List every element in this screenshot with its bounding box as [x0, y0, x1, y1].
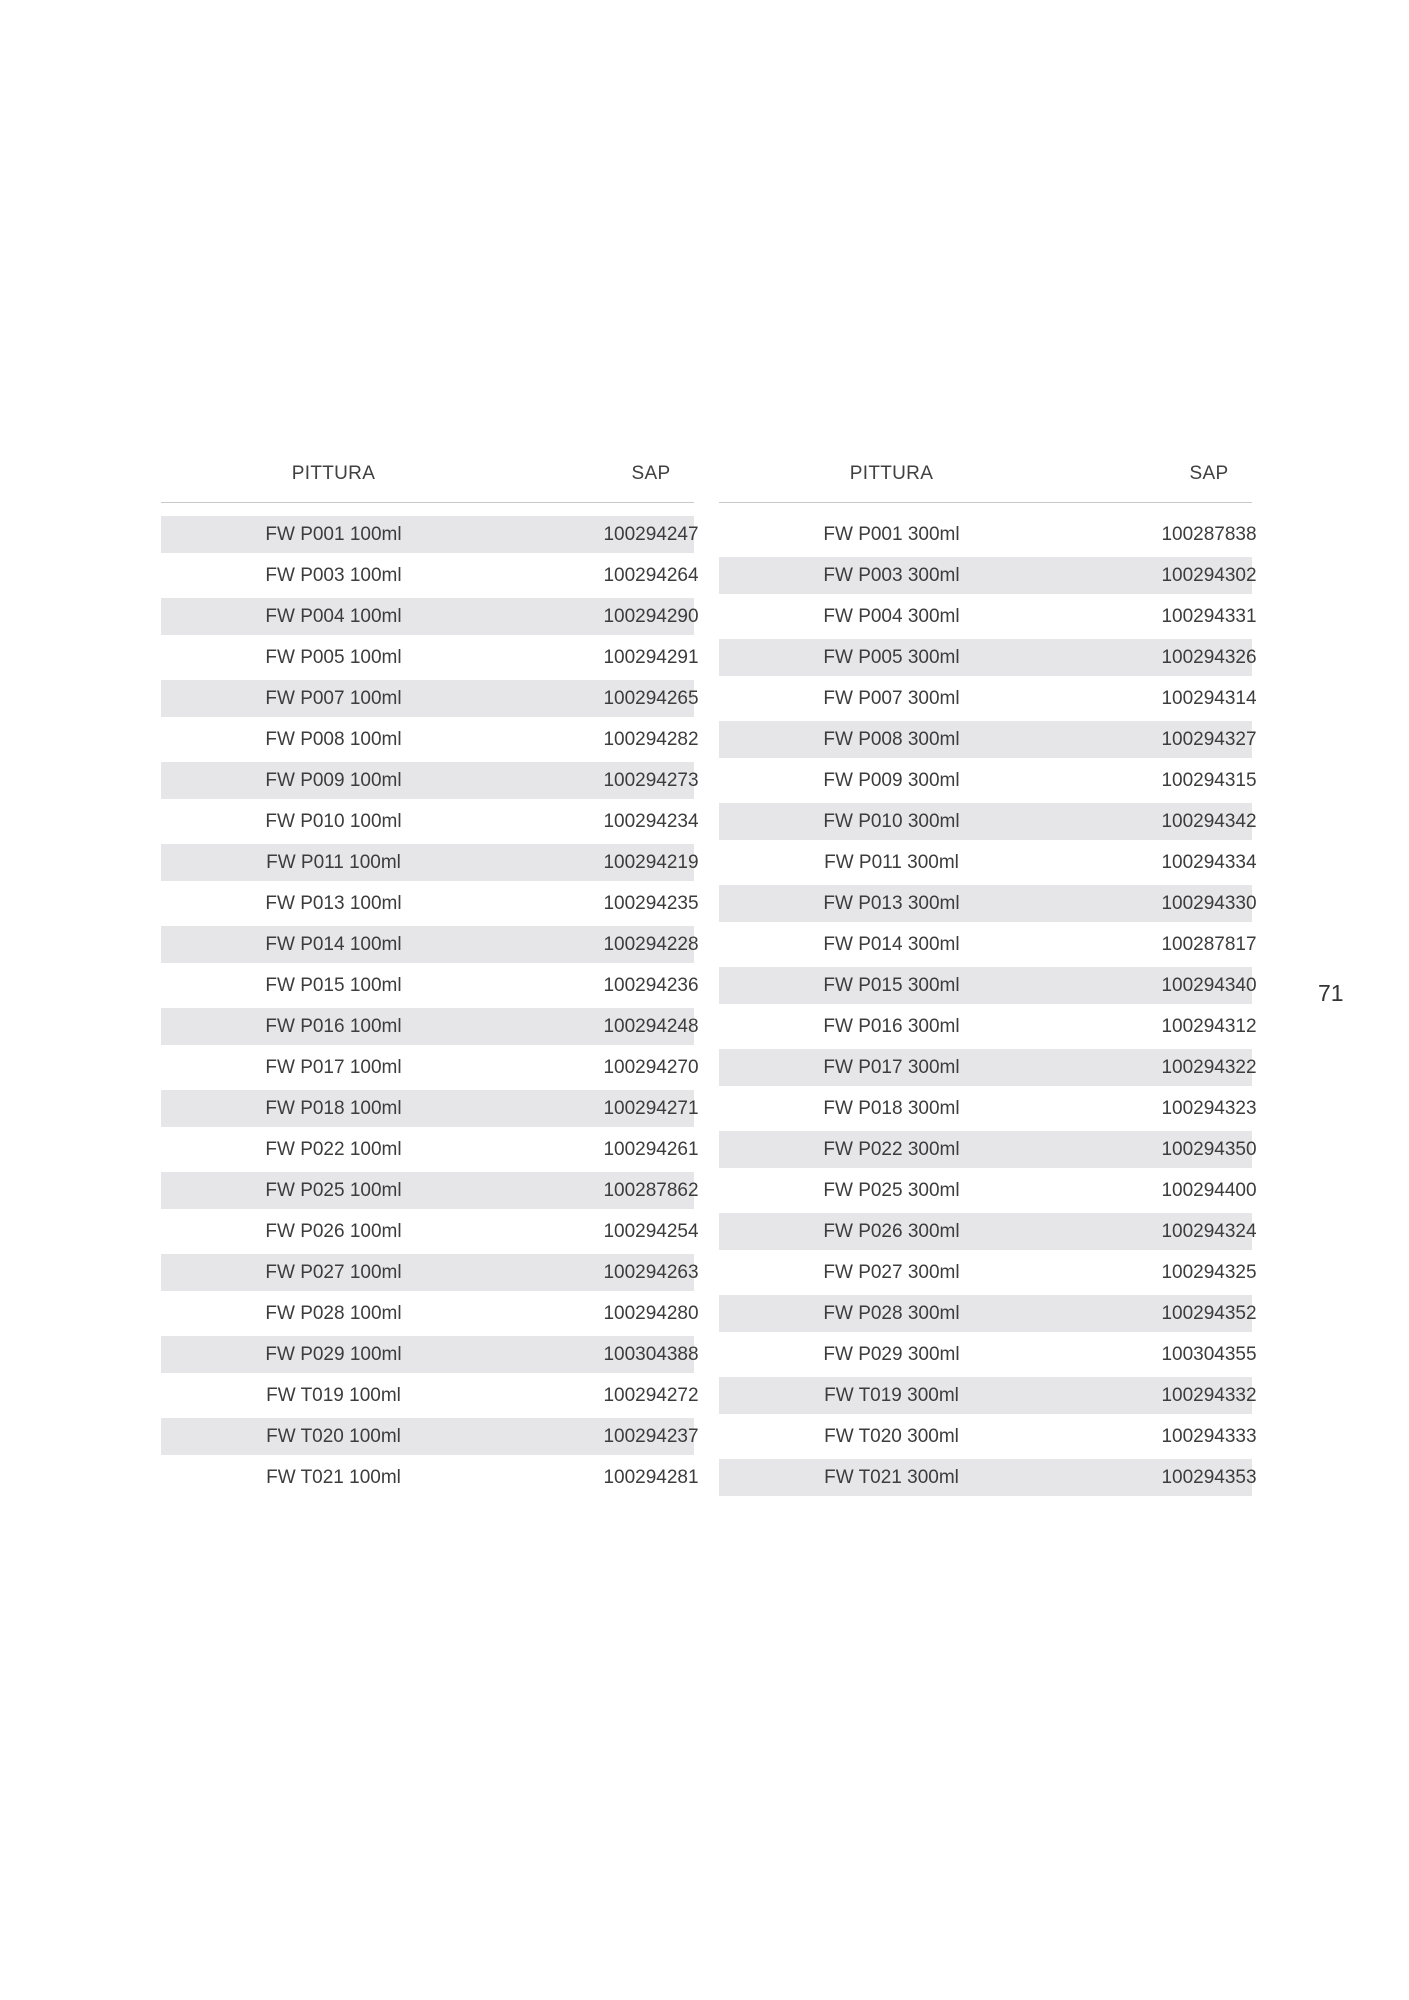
table-row [719, 514, 1257, 555]
table-row [719, 719, 1257, 760]
sap-code: 100294290 [603, 606, 699, 627]
cell-pittura: FW P018 100ml [265, 1098, 402, 1119]
sap-code: 100294325 [1161, 1262, 1257, 1283]
sap-code: 100294334 [1161, 852, 1257, 873]
cell-pittura: FW P027 300ml [823, 1262, 960, 1283]
table-row [719, 678, 1257, 719]
cell-pittura: FW T021 100ml [266, 1467, 401, 1488]
cell-pittura: FW T020 100ml [266, 1426, 401, 1447]
table-row [161, 719, 699, 760]
table-row [161, 1047, 699, 1088]
cell-pittura: FW P001 300ml [823, 524, 960, 545]
table-row [719, 1170, 1257, 1211]
table-row [161, 514, 699, 555]
table-row [719, 1334, 1257, 1375]
cell-pittura: FW P017 300ml [823, 1057, 960, 1078]
table-row [161, 883, 699, 924]
column-header-sap: SAP [1189, 463, 1229, 484]
cell-pittura: FW P005 300ml [823, 647, 960, 668]
table-header [719, 446, 1252, 503]
table-row [719, 637, 1257, 678]
table-row [161, 801, 699, 842]
table-row [161, 1170, 699, 1211]
cell-pittura: FW P005 100ml [265, 647, 402, 668]
table-row [719, 596, 1257, 637]
paint-table-100ml [161, 446, 699, 1498]
paint-table-300ml [719, 446, 1257, 1498]
sap-code: 100287862 [603, 1180, 699, 1201]
sap-code: 100287817 [1161, 934, 1257, 955]
cell-pittura: FW P004 100ml [265, 606, 402, 627]
sap-code: 100294236 [603, 975, 699, 996]
sap-code: 100304388 [603, 1344, 699, 1365]
cell-pittura: FW P022 300ml [823, 1139, 960, 1160]
cell-pittura: FW P010 300ml [823, 811, 960, 832]
table-row [161, 1211, 699, 1252]
table-body [161, 514, 699, 1498]
cell-pittura: FW P014 300ml [823, 934, 960, 955]
table-row [719, 1416, 1257, 1457]
sap-code: 100294324 [1161, 1221, 1257, 1242]
sap-code: 100294315 [1161, 770, 1257, 791]
cell-pittura: FW T019 100ml [266, 1385, 401, 1406]
table-row [161, 760, 699, 801]
sap-code: 100294280 [603, 1303, 699, 1324]
table-row [161, 924, 699, 965]
sap-code: 100294265 [603, 688, 699, 709]
sap-code: 100294273 [603, 770, 699, 791]
sap-code: 100294282 [603, 729, 699, 750]
cell-pittura: FW P013 100ml [265, 893, 402, 914]
table-row [161, 1252, 699, 1293]
table-row [161, 1375, 699, 1416]
table-row [719, 1006, 1257, 1047]
column-header-sap: SAP [631, 463, 671, 484]
cell-pittura: FW P009 300ml [823, 770, 960, 791]
table-row [161, 1457, 699, 1498]
sap-code: 100294330 [1161, 893, 1257, 914]
sap-code: 100294270 [603, 1057, 699, 1078]
cell-pittura: FW P009 100ml [265, 770, 402, 791]
cell-pittura: FW P025 100ml [265, 1180, 402, 1201]
table-row [161, 555, 699, 596]
cell-pittura: FW P016 100ml [265, 1016, 402, 1037]
cell-pittura: FW P026 100ml [265, 1221, 402, 1242]
sap-code: 100294312 [1161, 1016, 1257, 1037]
cell-pittura: FW T021 300ml [824, 1467, 959, 1488]
cell-pittura: FW P004 300ml [823, 606, 960, 627]
cell-pittura: FW P026 300ml [823, 1221, 960, 1242]
cell-pittura: FW P022 100ml [265, 1139, 402, 1160]
table-row [719, 1457, 1257, 1498]
sap-code: 100294332 [1161, 1385, 1257, 1406]
column-header-pittura: PITTURA [849, 463, 934, 484]
sap-code: 100294350 [1161, 1139, 1257, 1160]
sap-code: 100304355 [1161, 1344, 1257, 1365]
sap-code: 100294261 [603, 1139, 699, 1160]
table-row [161, 1293, 699, 1334]
cell-pittura: FW P029 100ml [265, 1344, 402, 1365]
cell-pittura: FW P011 300ml [824, 852, 959, 873]
cell-pittura: FW P025 300ml [823, 1180, 960, 1201]
sap-code: 100294264 [603, 565, 699, 586]
page-number: 71 [1318, 980, 1344, 1006]
table-row [161, 1129, 699, 1170]
sap-code: 100294331 [1161, 606, 1257, 627]
sap-code: 100294263 [603, 1262, 699, 1283]
table-row [161, 596, 699, 637]
sap-code: 100294271 [603, 1098, 699, 1119]
sap-code: 100294326 [1161, 647, 1257, 668]
sap-code: 100294327 [1161, 729, 1257, 750]
cell-pittura: FW P010 100ml [265, 811, 402, 832]
table-body [719, 514, 1257, 1498]
sap-code: 100294219 [603, 852, 699, 873]
table-row [719, 965, 1257, 1006]
table-row [719, 883, 1257, 924]
cell-pittura: FW P008 100ml [265, 729, 402, 750]
sap-code: 100294302 [1161, 565, 1257, 586]
cell-pittura: FW P018 300ml [823, 1098, 960, 1119]
table-row [719, 760, 1257, 801]
table-row [161, 1088, 699, 1129]
table-row [161, 637, 699, 678]
cell-pittura: FW P017 100ml [265, 1057, 402, 1078]
sap-code: 100287838 [1161, 524, 1257, 545]
sap-code: 100294314 [1161, 688, 1257, 709]
table-row [719, 1293, 1257, 1334]
table-header [161, 446, 694, 503]
cell-pittura: FW T019 300ml [824, 1385, 959, 1406]
cell-pittura: FW P011 100ml [266, 852, 401, 873]
cell-pittura: FW P027 100ml [265, 1262, 402, 1283]
table-row [719, 1088, 1257, 1129]
cell-pittura: FW P028 300ml [823, 1303, 960, 1324]
sap-code: 100294228 [603, 934, 699, 955]
sap-code: 100294323 [1161, 1098, 1257, 1119]
table-row [161, 842, 699, 883]
column-header-pittura: PITTURA [291, 463, 376, 484]
sap-code: 100294400 [1161, 1180, 1257, 1201]
table-row [719, 1252, 1257, 1293]
table-row [719, 924, 1257, 965]
cell-pittura: FW P015 300ml [823, 975, 960, 996]
cell-pittura: FW P008 300ml [823, 729, 960, 750]
cell-pittura: FW P007 100ml [265, 688, 402, 709]
table-row [161, 1006, 699, 1047]
sap-code: 100294235 [603, 893, 699, 914]
sap-code: 100294322 [1161, 1057, 1257, 1078]
sap-code: 100294248 [603, 1016, 699, 1037]
table-row [719, 1047, 1257, 1088]
cell-pittura: FW P013 300ml [823, 893, 960, 914]
table-row [719, 801, 1257, 842]
cell-pittura: FW P029 300ml [823, 1344, 960, 1365]
cell-pittura: FW P003 100ml [265, 565, 402, 586]
cell-pittura: FW P007 300ml [823, 688, 960, 709]
cell-pittura: FW T020 300ml [824, 1426, 959, 1447]
sap-code: 100294291 [603, 647, 699, 668]
sap-code: 100294353 [1161, 1467, 1257, 1488]
sap-code: 100294234 [603, 811, 699, 832]
cell-pittura: FW P001 100ml [265, 524, 402, 545]
table-row [719, 555, 1257, 596]
sap-code: 100294247 [603, 524, 699, 545]
table-row [161, 678, 699, 719]
cell-pittura: FW P016 300ml [823, 1016, 960, 1037]
sap-code: 100294342 [1161, 811, 1257, 832]
sap-code: 100294333 [1161, 1426, 1257, 1447]
table-row [719, 1211, 1257, 1252]
cell-pittura: FW P003 300ml [823, 565, 960, 586]
table-row [161, 1334, 699, 1375]
table-row [161, 965, 699, 1006]
sap-code: 100294272 [603, 1385, 699, 1406]
sap-code: 100294237 [603, 1426, 699, 1447]
sap-code: 100294352 [1161, 1303, 1257, 1324]
sap-code: 100294340 [1161, 975, 1257, 996]
table-row [719, 1129, 1257, 1170]
cell-pittura: FW P014 100ml [265, 934, 402, 955]
cell-pittura: FW P028 100ml [265, 1303, 402, 1324]
cell-pittura: FW P015 100ml [265, 975, 402, 996]
sap-code: 100294281 [603, 1467, 699, 1488]
table-row [719, 1375, 1257, 1416]
table-row [161, 1416, 699, 1457]
table-row [719, 842, 1257, 883]
sap-code: 100294254 [603, 1221, 699, 1242]
